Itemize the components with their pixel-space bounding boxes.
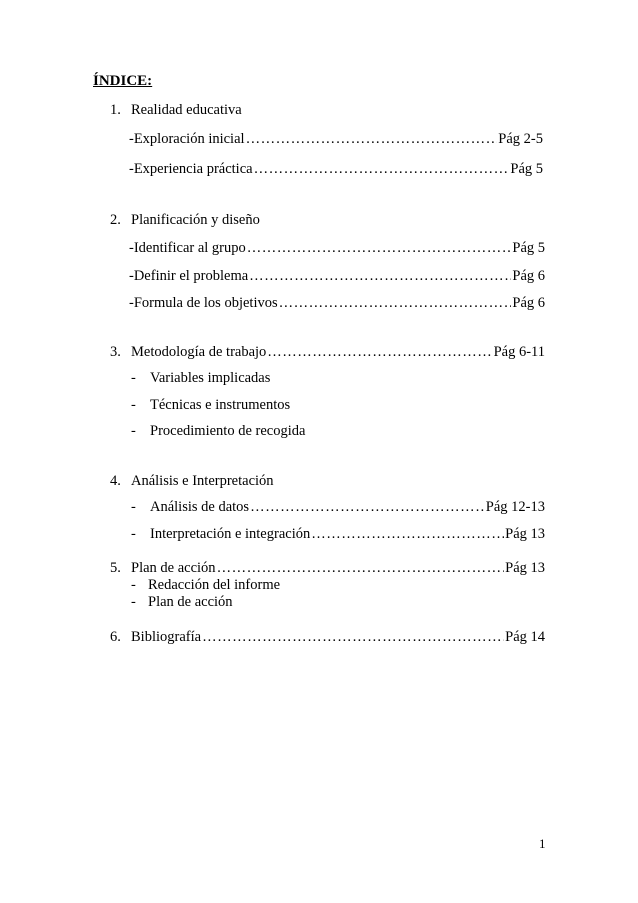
toc-entry [131,559,545,577]
section-2-number: 2. [110,212,121,228]
list-item: - [131,499,136,515]
toc-entry [131,343,545,361]
list-item: - [131,370,136,386]
toc-entry-label: -Experiencia práctica [129,161,253,177]
toc-entry [129,239,545,257]
toc-entry [129,160,543,178]
section-6-number: 6. [110,629,121,645]
toc-entry-label: Metodología de trabajo [131,344,267,360]
dot-leader [217,559,505,577]
list-item-label: Técnicas e instrumentos [150,397,291,413]
toc-entry-page: Pág 5 [512,240,545,256]
toc-entry-page: Pág 6 [512,295,545,311]
list-item: - [131,594,136,610]
toc-entry-page: Pág 13 [505,560,545,576]
toc-entry-label: Bibliografía [131,629,202,645]
list-item-label: Variables implicadas [150,370,271,386]
toc-entry [129,130,543,148]
list-item-label: Plan de acción [148,594,233,610]
toc-entry [150,498,545,516]
section-3-number: 3. [110,344,121,360]
list-item: - [131,423,136,439]
dot-leader [279,294,512,312]
toc-entry [150,525,545,543]
toc-entry-page: Pág 14 [505,629,545,645]
toc-entry-page: Pág 6-11 [493,344,545,360]
toc-entry-page: Pág 6 [512,268,545,284]
section-1-number: 1. [110,102,121,118]
dot-leader [311,525,504,543]
toc-entry-page: Pág 2-5 [498,131,543,147]
toc-entry-page: Pág 13 [505,526,545,542]
dot-leader [254,160,510,178]
toc-entry-page: Pág 12-13 [485,499,545,515]
section-2-heading: Planificación y diseño [131,212,260,228]
toc-entry-label: Análisis de datos [150,499,250,515]
toc-entry-label: -Definir el problema [129,268,249,284]
toc-entry-label: -Formula de los objetivos [129,295,278,311]
section-1-heading: Realidad educativa [131,102,242,118]
section-5-number: 5. [110,560,121,576]
list-item-label: Procedimiento de recogida [150,423,306,439]
toc-entry-label: -Exploración inicial [129,131,245,147]
section-4-number: 4. [110,473,121,489]
dot-leader [247,239,512,257]
toc-entry [131,628,545,646]
toc-entry [129,267,545,285]
toc-entry-label: Interpretación e integración [150,526,311,542]
dot-leader [249,267,511,285]
toc-entry [129,294,545,312]
list-item-label: Redacción del informe [148,577,281,593]
dot-leader [246,130,498,148]
list-item: - [131,526,136,542]
toc-entry-label: Plan de acción [131,560,216,576]
index-title: ÍNDICE: [93,73,153,89]
dot-leader [202,628,504,646]
section-4-heading: Análisis e Interpretación [131,473,274,489]
toc-entry-page: Pág 5 [510,161,543,177]
list-item: - [131,397,136,413]
dot-leader [267,343,492,361]
toc-entry-label: -Identificar al grupo [129,240,246,256]
list-item: - [131,577,136,593]
dot-leader [250,498,485,516]
page-number: 1 [539,836,546,851]
